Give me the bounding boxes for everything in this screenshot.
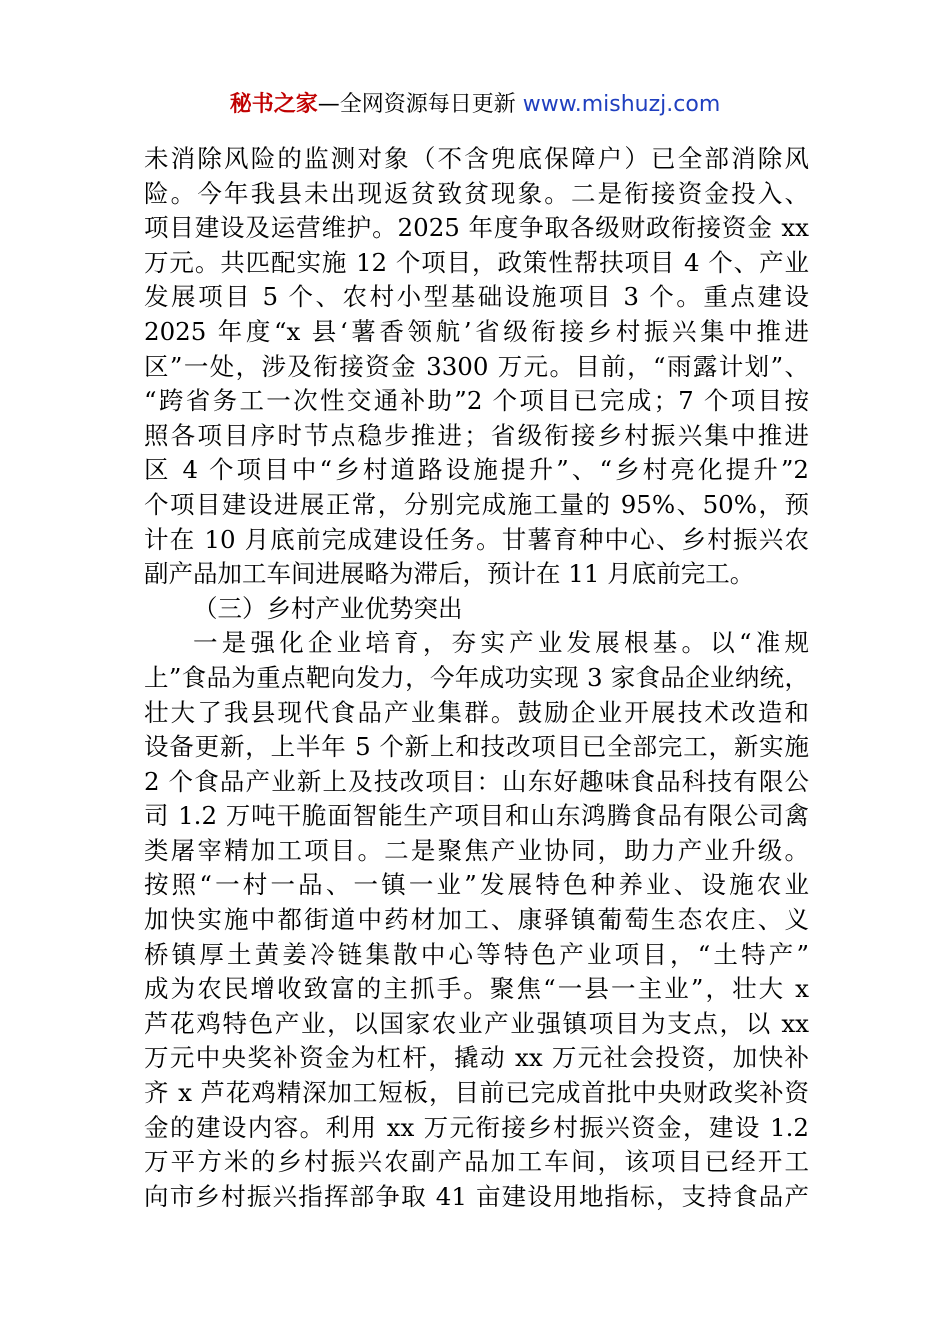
text-line: 上”食品为重点靶向发力，今年成功实现 3 家食品企业纳统， <box>144 662 809 692</box>
text-line: 副产品加工车间进展略为滞后，预计在 11 月底前完工。 <box>144 559 755 589</box>
section-heading: （三）乡村产业优势突出 <box>193 593 463 623</box>
text-line: 未消除风险的监测对象（不含兜底保障户）已全部消除风 <box>144 144 809 173</box>
site-header <box>0 88 950 122</box>
text-line: 壮大了我县现代食品产业集群。鼓励企业开展技术改造和 <box>144 697 809 727</box>
site-url-link[interactable]: www.mishuzj.com <box>522 92 721 117</box>
text-line: “跨省务工一次性交通补助”2 个项目已完成；7 个项目按 <box>144 386 809 416</box>
text-line: 齐 x 芦花鸡精深加工短板，目前已完成首批中央财政奖补资 <box>144 1078 809 1108</box>
text-line: 向市乡村振兴指挥部争取 41 亩建设用地指标，支持食品产 <box>144 1181 809 1211</box>
text-line: 区 4 个项目中“乡村道路设施提升”、“乡村亮化提升”2 <box>144 455 809 485</box>
text-line: 按照“一村一品、一镇一业”发展特色种养业、设施农业 <box>144 870 809 900</box>
text-line: 司 1.2 万吨干脆面智能生产项目和山东鸿腾食品有限公司禽 <box>144 801 809 831</box>
text-line: 项目建设及运营维护。2025 年度争取各级财政衔接资金 xx <box>144 213 809 243</box>
text-line: 加快实施中都街道中药材加工、康驿镇葡萄生态农庄、义 <box>144 905 809 935</box>
site-slogan: 全网资源每日更新 <box>339 92 523 117</box>
text-line: 险。今年我县未出现返贫致贫现象。二是衔接资金投入、 <box>144 178 809 208</box>
text-line: 芦花鸡特色产业，以国家农业产业强镇项目为支点，以 xx <box>144 1008 809 1038</box>
text-line: 成为农民增收致富的主抓手。聚焦“一县一主业”，壮大 x <box>144 974 809 1004</box>
text-line: 区”一处，涉及衔接资金 3300 万元。目前，“雨露计划”、 <box>144 351 809 381</box>
text-line: 照各项目序时节点稳步推进；省级衔接乡村振兴集中推进 <box>144 420 809 450</box>
text-line: 类屠宰精加工项目。二是聚焦产业协同，助力产业升级。 <box>144 835 809 865</box>
text-line: 2025 年度“x 县‘薯香领航’省级衔接乡村振兴集中推进 <box>144 316 809 346</box>
text-line: 2 个食品产业新上及技改项目：山东好趣味食品科技有限公 <box>144 766 809 796</box>
text-line: 计在 10 月底前完成建设任务。甘薯育种中心、乡村振兴农 <box>144 524 809 554</box>
text-line: 万元中央奖补资金为杠杆，撬动 xx 万元社会投资，加快补 <box>144 1043 809 1073</box>
document-body <box>144 142 809 1214</box>
text-line: 万元。共匹配实施 12 个项目，政策性帮扶项目 4 个、产业 <box>144 247 809 277</box>
text-line: 桥镇厚土黄姜冷链集散中心等特色产业项目，“土特产” <box>144 939 809 969</box>
text-line: 个项目建设进展正常，分别完成施工量的 95%、50%，预 <box>144 489 809 519</box>
paragraph-first-line: 一是强化企业培育，夯实产业发展根基。以“准规 <box>193 628 809 658</box>
header-separator: — <box>317 92 340 117</box>
site-brand: 秘书之家 <box>229 92 318 117</box>
text-line: 万平方米的乡村振兴农副产品加工车间，该项目已经开工 <box>144 1147 809 1177</box>
text-line: 金的建设内容。利用 xx 万元衔接乡村振兴资金，建设 1.2 <box>144 1112 809 1142</box>
text-line: 发展项目 5 个、农村小型基础设施项目 3 个。重点建设 <box>144 282 809 312</box>
text-line: 设备更新，上半年 5 个新上和技改项目已全部完工，新实施 <box>144 732 809 762</box>
